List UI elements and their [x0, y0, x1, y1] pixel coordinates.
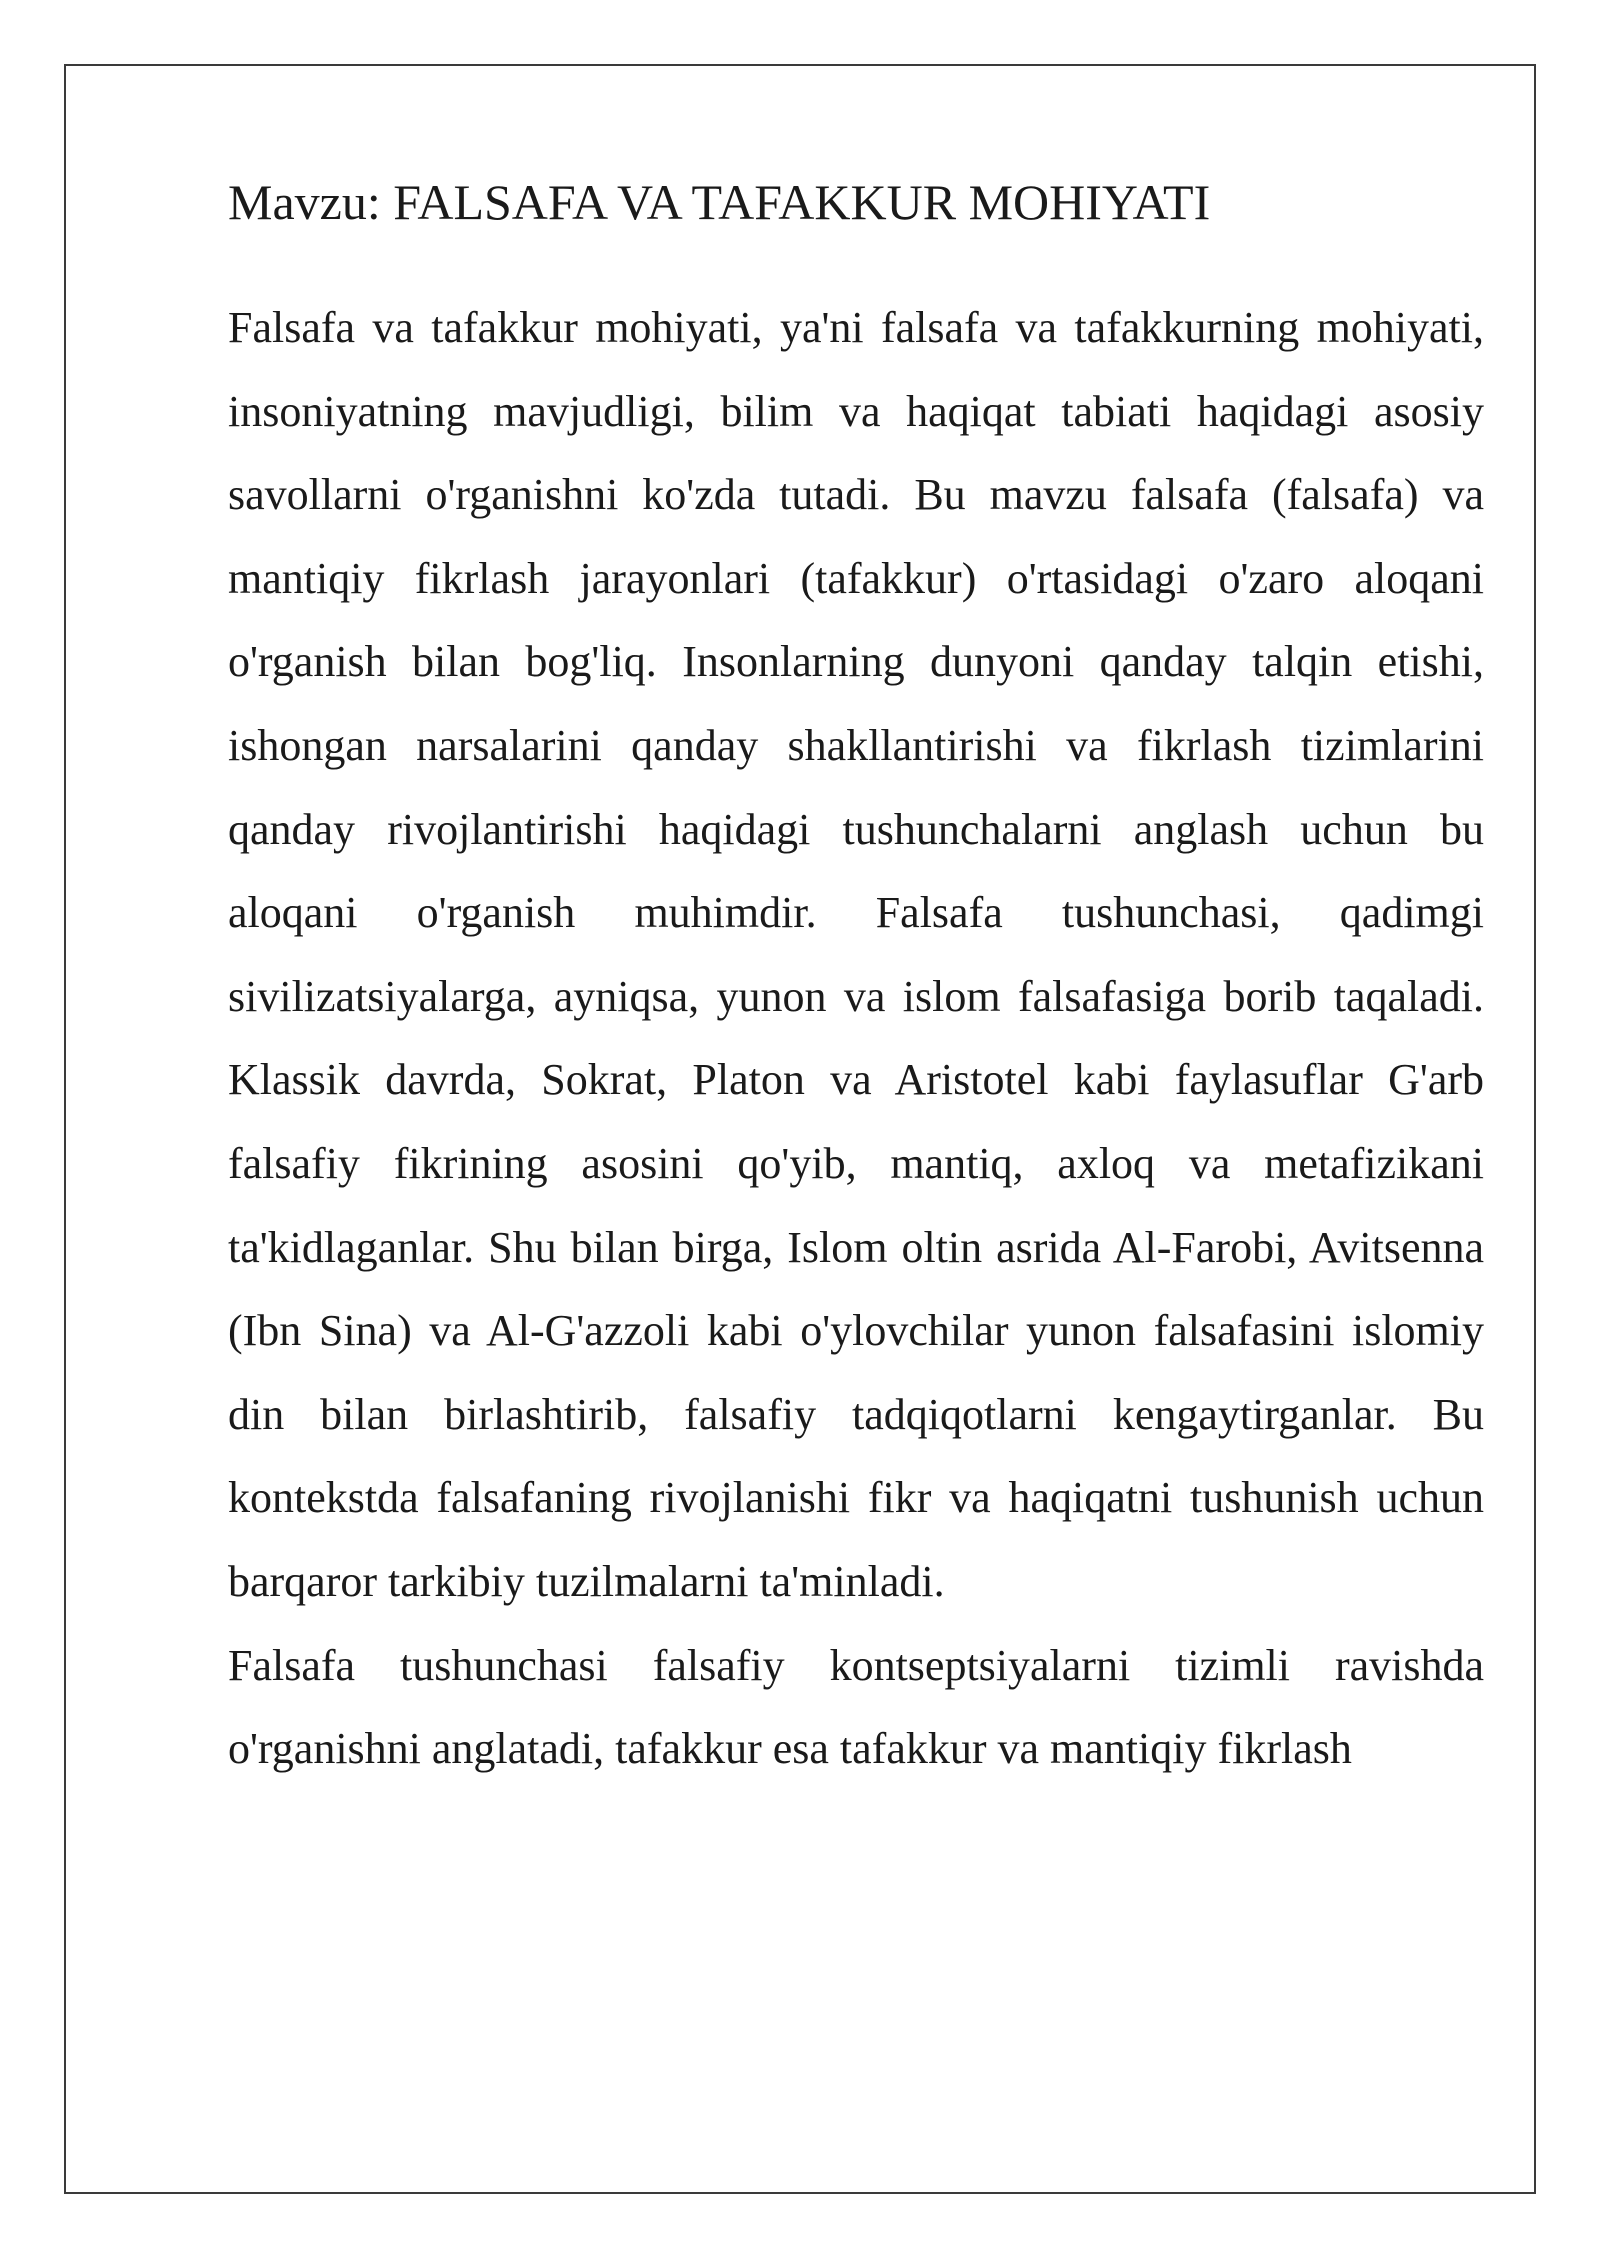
document-body	[228, 160, 1484, 1791]
paragraph-2: Falsafa tushunchasi falsafiy kontseptsiyalarni tizimli ravishda o'rganishni anglatadi, tafakkur esa tafakkur va mantiqiy fikrlash	[228, 1640, 1484, 1774]
body-text	[228, 286, 1484, 1791]
paragraph-1: Falsafa va tafakkur mohiyati, ya'ni falsafa va tafakkurning mohiyati, insoniyatning mavjudligi, bilim va haqiqat tabiati haqidagi asosiy savollarni o'rganishni ko'zda tutadi. Bu mavzu falsafa (falsafa) va mantiqiy fikrlash jarayonlari (tafakkur) o'rtasidagi o'zaro aloqani o'rganish bilan bog'liq. Insonlarning dunyoni qanday talqin etishi, ishongan narsalarini qanday shakllantirishi va fikrlash tizimlarini qanday rivojlantirishi haqidagi tushunchalarni anglash uchun bu aloqani o'rganish muhimdir. Falsafa tushunchasi, qadimgi sivilizatsiyalarga, ayniqsa, yunon va islom falsafasiga borib taqaladi. Klassik davrda, Sokrat, Platon va Aristotel kabi faylasuflar G'arb falsafiy fikrining asosini qo'yib, mantiq, axloq va metafizikani ta'kidlaganlar. Shu bilan birga, Islom oltin asrida Al-Farobi, Avitsenna (Ibn Sina) va Al-G'azzoli kabi o'ylovchilar yunon falsafasini islomiy din bilan birlashtirib, falsafiy tadqiqotlarni kengaytirganlar. Bu kontekstda falsafaning rivojlanishi fikr va haqiqatni tushunish uchun barqaror tarkibiy tuzilmalarni ta'minladi.	[228, 303, 1484, 1606]
document-title: Mavzu: FALSAFA VA TAFAKKUR MOHIYATI	[228, 174, 1211, 230]
